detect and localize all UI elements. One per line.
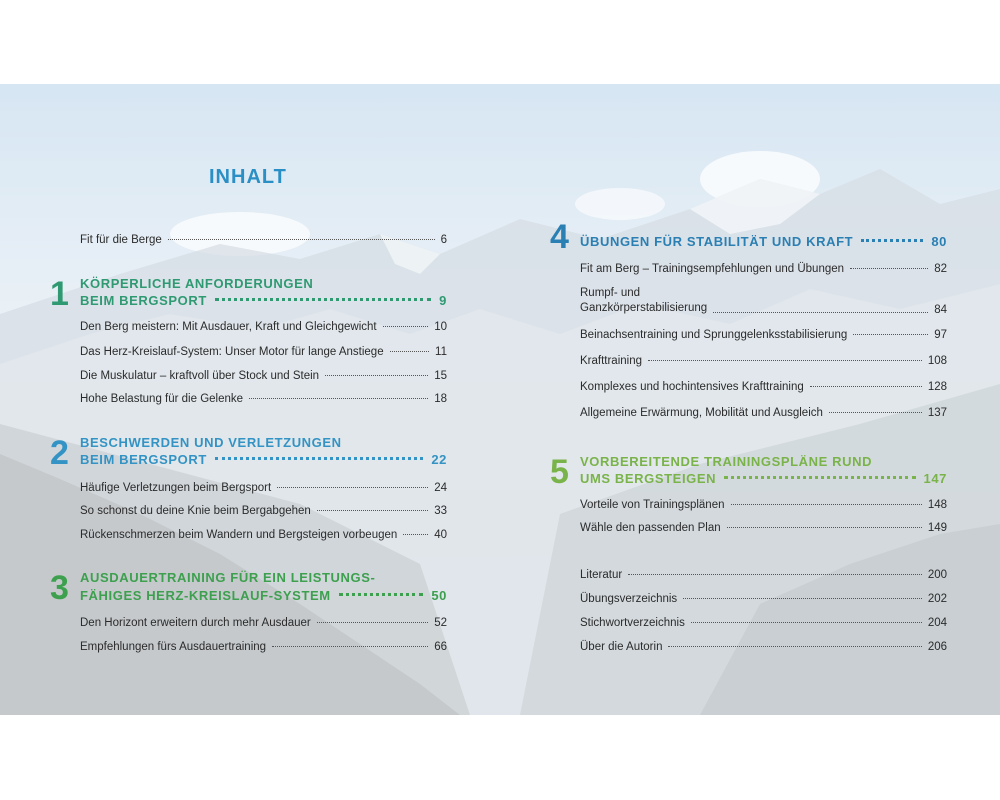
chapter-title-row [580, 234, 947, 249]
toc-entry-title: Beinachsentraining und Sprunggelenksstabilisierung [580, 329, 848, 341]
toc-row [80, 346, 447, 358]
chapter-page: 22 [431, 452, 447, 467]
dot-leader [861, 239, 923, 242]
toc-entry-title: Den Horizont erweitern durch mehr Ausdauer [80, 617, 311, 629]
page-title: INHALT [209, 166, 287, 188]
toc-entry-title: Das Herz-Kreislauf-System: Unser Motor für lange Anstiege [80, 346, 384, 358]
toc-entry-title: Fit am Berg – Trainingsempfehlungen und Übungen [580, 263, 845, 275]
toc-entry-page: 128 [927, 381, 947, 393]
chapter-title: AUSDAUERTRAINING FÜR EIN LEISTUNGS- [80, 570, 376, 585]
dot-leader [713, 312, 928, 313]
dot-leader [810, 386, 922, 387]
toc-entry-title: Fit für die Berge [80, 234, 162, 246]
dot-leader [829, 412, 922, 413]
dot-leader [390, 351, 429, 352]
toc-entry-page: 108 [927, 355, 947, 367]
chapter-title: KÖRPERLICHE ANFORDERUNGEN [80, 276, 314, 291]
toc-entry-page: 149 [927, 522, 947, 534]
toc-entry-title: Rückenschmerzen beim Wandern und Bergsteigen vorbeugen [80, 529, 398, 541]
toc-entry-title: Die Muskulatur – kraftvoll über Stock und Stein [80, 370, 320, 382]
toc-row [580, 355, 947, 367]
dot-leader [683, 598, 922, 599]
toc-row [580, 641, 947, 653]
toc-entry-page: 97 [934, 329, 947, 341]
chapter-number: 5 [550, 453, 569, 491]
toc-entry-title: Vorteile von Trainingsplänen [580, 499, 725, 511]
toc-entry-page: 202 [927, 593, 947, 605]
toc-entry-page: 15 [434, 370, 447, 382]
dot-leader [168, 239, 435, 240]
toc-entry-title: Über die Autorin [580, 641, 663, 653]
dot-leader [628, 574, 922, 575]
dot-leader [215, 298, 431, 301]
dot-leader [339, 593, 424, 596]
dot-leader [403, 534, 428, 535]
chapter-page: 80 [931, 234, 947, 249]
toc-entry-page: 204 [927, 617, 947, 629]
toc-row [580, 499, 947, 511]
toc-entry-title: Krafttraining [580, 355, 643, 367]
chapter-title: VORBEREITENDE TRAININGSPLÄNE RUND [580, 454, 873, 469]
toc-entry-title: Allgemeine Erwärmung, Mobilität und Ausgleich [580, 407, 823, 419]
toc-entry-page: 18 [434, 393, 447, 405]
dot-leader [325, 375, 428, 376]
chapter-title-row [80, 588, 447, 603]
dot-leader [648, 360, 922, 361]
toc-entry-page: 10 [434, 321, 447, 333]
chapter-number: 4 [550, 218, 569, 256]
chapter-number: 1 [50, 275, 69, 313]
toc-entry-page: 200 [927, 569, 947, 581]
toc-entry-title [580, 286, 707, 316]
toc-entry-page: 24 [434, 482, 447, 494]
toc-row [580, 522, 947, 534]
toc-entry-title: Komplexes und hochintensives Krafttraining [580, 381, 804, 393]
toc-row [80, 370, 447, 382]
toc-entry-page: 206 [927, 641, 947, 653]
toc-entry-title: Übungsverzeichnis [580, 593, 678, 605]
chapter-number: 2 [50, 434, 69, 472]
toc-entry-title-line: Ganzkörperstabilisierung [580, 302, 708, 314]
chapter-title: FÄHIGES HERZ-KREISLAUF-SYSTEM [80, 588, 331, 603]
toc-entry-page: 52 [434, 617, 447, 629]
toc-row [580, 569, 947, 581]
chapter-number: 3 [50, 569, 69, 607]
dot-leader [731, 504, 922, 505]
dot-leader [317, 510, 428, 511]
chapter-title-row [80, 452, 447, 467]
toc-entry-title: Empfehlungen fürs Ausdauertraining [80, 641, 267, 653]
toc-row [80, 505, 447, 517]
toc-row [580, 381, 947, 393]
dot-leader [317, 622, 428, 623]
toc-row [80, 234, 447, 246]
toc-entry-page: 137 [927, 407, 947, 419]
toc-row [80, 641, 447, 653]
toc-entry-page: 40 [434, 529, 447, 541]
chapter-page: 9 [439, 293, 447, 308]
toc-row [580, 286, 947, 316]
dot-leader [215, 457, 423, 460]
toc-row [580, 617, 947, 629]
toc-entry-page: 66 [434, 641, 447, 653]
toc-entry-page: 11 [435, 346, 447, 358]
chapter-title-row [580, 471, 947, 486]
chapter-page: 50 [431, 588, 447, 603]
toc-entry-title: Literatur [580, 569, 623, 581]
toc-entry-page: 6 [440, 234, 447, 246]
toc-entry-page: 148 [927, 499, 947, 511]
chapter-title: BEIM BERGSPORT [80, 293, 207, 308]
dot-leader [383, 326, 429, 327]
toc-row [80, 482, 447, 494]
dot-leader [727, 527, 922, 528]
dot-leader [724, 476, 915, 479]
toc-entry-title: Den Berg meistern: Mit Ausdauer, Kraft und Gleichgewicht [80, 321, 377, 333]
toc-row [80, 393, 447, 405]
dot-leader [691, 622, 922, 623]
toc-row [80, 617, 447, 629]
chapter-title: BEIM BERGSPORT [80, 452, 207, 467]
toc-entry-page: 33 [434, 505, 447, 517]
toc-entry-title: Wähle den passenden Plan [580, 522, 721, 534]
toc-entry-title-line: Rumpf- und [580, 287, 641, 299]
toc-row [80, 321, 447, 333]
dot-leader [249, 398, 428, 399]
toc-row [580, 263, 947, 275]
dot-leader [272, 646, 428, 647]
chapter-title: BESCHWERDEN UND VERLETZUNGEN [80, 435, 342, 450]
toc-row [80, 529, 447, 541]
toc-entry-title: Häufige Verletzungen beim Bergsport [80, 482, 272, 494]
chapter-title: ÜBUNGEN FÜR STABILITÄT UND KRAFT [580, 234, 854, 249]
dot-leader [853, 334, 928, 335]
dot-leader [850, 268, 928, 269]
toc-entry-page: 84 [934, 304, 947, 316]
toc-entry-title: So schonst du deine Knie beim Bergabgehen [80, 505, 311, 517]
toc-entry-title: Stichwortverzeichnis [580, 617, 685, 629]
toc-row [580, 593, 947, 605]
toc-entry-page: 82 [934, 263, 947, 275]
chapter-title-row [80, 293, 447, 308]
chapter-title: UMS BERGSTEIGEN [580, 471, 717, 486]
toc-row [580, 329, 947, 341]
toc-row [580, 407, 947, 419]
dot-leader [668, 646, 921, 647]
chapter-page: 147 [923, 471, 947, 486]
dot-leader [277, 487, 428, 488]
toc-entry-title: Hohe Belastung für die Gelenke [80, 393, 244, 405]
